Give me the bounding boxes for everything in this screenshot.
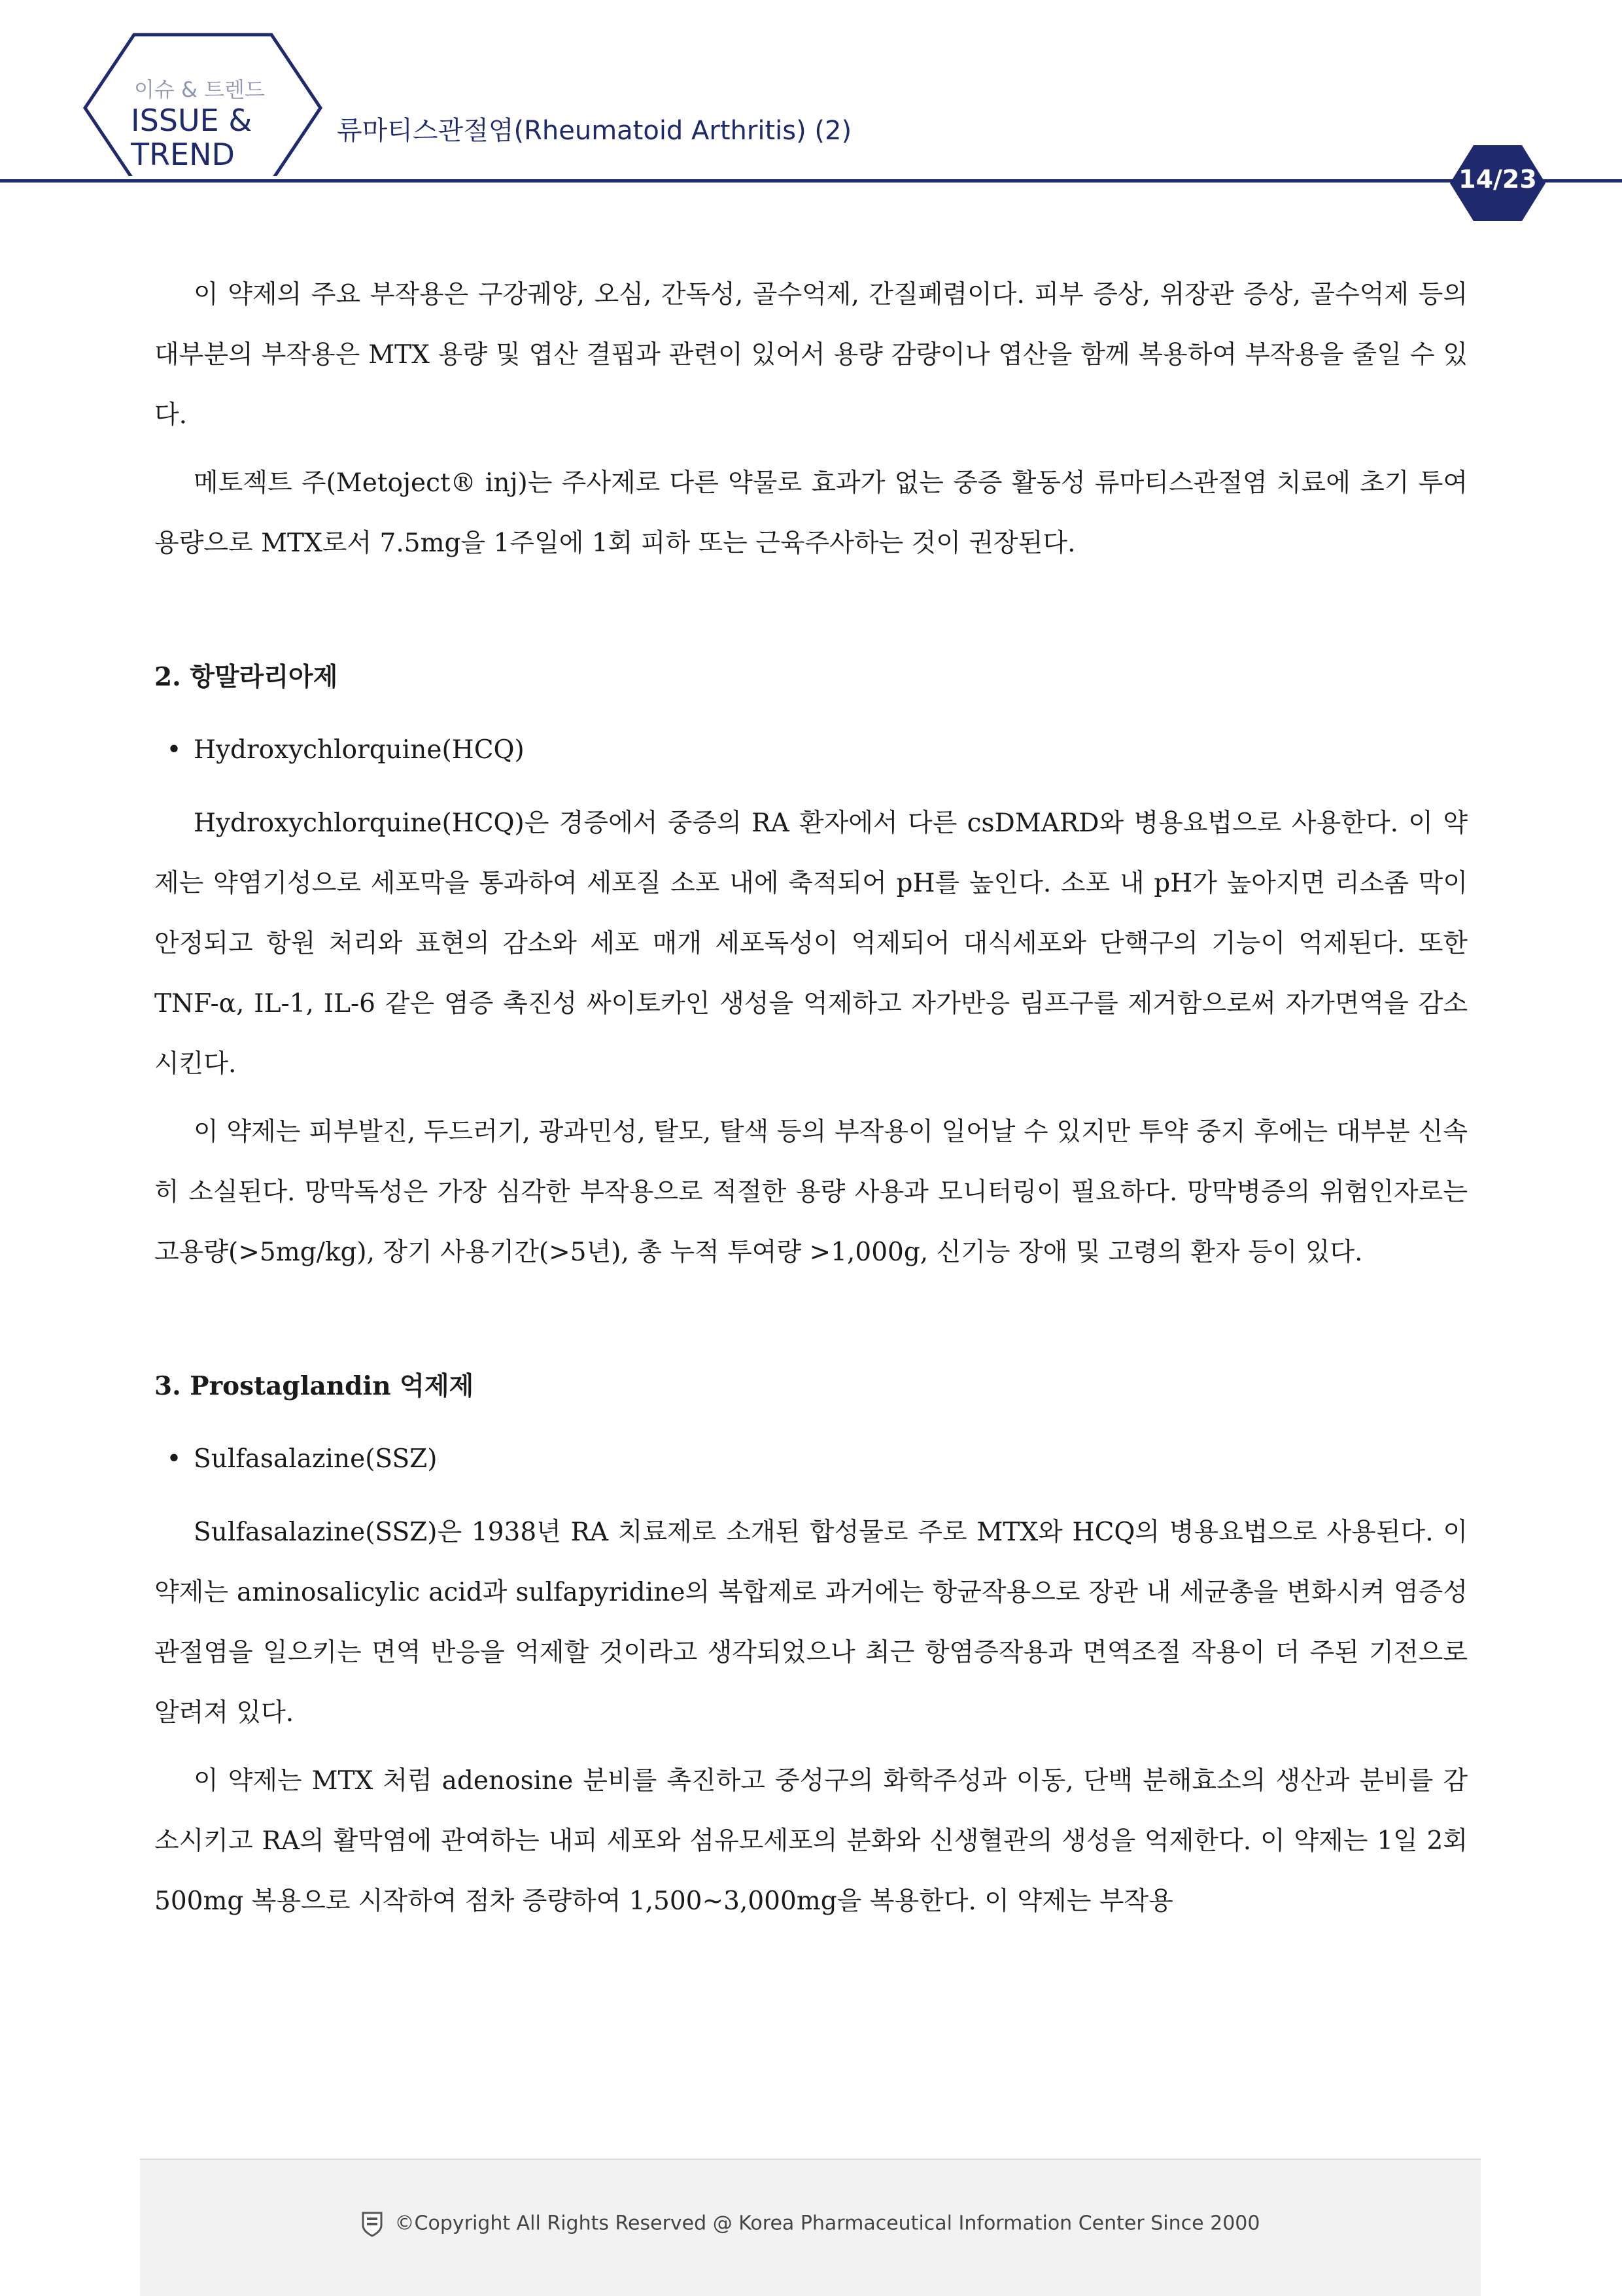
- paragraph-side-effects: 이 약제의 주요 부작용은 구강궤양, 오심, 간독성, 골수억제, 간질폐렴이다. 피부 증상, 위장관 증상, 골수억제 등의 대부분의 부작용은 MTX 용량 및 엽산 결핍과 관련이 있어서 용량 감량이나 엽산을 함께 복용하여 부작용을 줄일 수 있다.: [154, 280, 1468, 430]
- paragraph-ssz-intro: Sulfasalazine(SSZ)은 1938년 RA 치료제로 소개된 합성물로 주로 MTX와 HCQ의 병용요법으로 사용된다. 이 약제는 aminosalicylic acid과 sulfapyridine의 복합제로 과거에는 항균작용으로 장관 내 세균총을 변화시켜 염증성 관절염을 일으키는 면역 반응을 억제할 것이라고 생각되었으나 최근 항염증작용과 면역조절 작용이 더 주된 기전으로 알려져 있다.: [154, 1518, 1468, 1728]
- bullet-ssz: [154, 1429, 1468, 1489]
- paragraph-hcq-side-effects: 이 약제는 피부발진, 두드러기, 광과민성, 탈모, 탈색 등의 부작용이 일어날 수 있지만 투약 중지 후에는 대부분 신속히 소실된다. 망막독성은 가장 심각한 부작용으로 적절한 용량 사용과 모니터링이 필요하다. 망막병증의 위험인자로는 고용량(>5mg/kg), 장기 사용기간(>5년), 총 누적 투여량 >1,000g, 신기능 장애 및 고령의 환자 등이 있다.: [154, 1117, 1468, 1267]
- section-2-heading: 2. 항말라리아제: [154, 662, 338, 692]
- badge-line-1: ISSUE &: [131, 103, 252, 138]
- page-number: 14/23: [1458, 165, 1537, 194]
- bullet-hcq: [154, 720, 1468, 780]
- paragraph-ssz-mechanism: 이 약제는 MTX 처럼 adenosine 분비를 촉진하고 중성구의 화학주성과 이동, 단백 분해효소의 생산과 분비를 감소시키고 RA의 활막염에 관여하는 내피 세포와 섬유모세포의 분화와 신생혈관의 생성을 억제한다. 이 약제는 1일 2회 500mg 복용으로 시작하여 점차 증량하여 1,500~3,000mg을 복용한다. 이 약제는 부작용: [154, 1766, 1468, 1916]
- bullet-hcq-label: Hydroxychlorquine(HCQ): [194, 735, 525, 765]
- kpic-logo-icon: [361, 2211, 383, 2237]
- page-title: 류마티스관절염(Rheumatoid Arthritis) (2): [337, 116, 852, 146]
- paragraph-metoject: 메토젝트 주(Metoject® inj)는 주사제로 다른 약물로 효과가 없는 중증 활동성 류마티스관절염 치료에 초기 투여 용량으로 MTX로서 7.5mg을 1주일에 1회 피하 또는 근육주사하는 것이 권장된다.: [154, 468, 1468, 558]
- section-3-heading: 3. Prostaglandin 억제제: [154, 1371, 474, 1401]
- header-rule: [0, 179, 1622, 183]
- bullet-dot: •: [166, 1444, 182, 1474]
- footer: [140, 2159, 1481, 2296]
- copyright-text: ©Copyright All Rights Reserved @ Korea Pharmaceutical Information Center Since 2000: [394, 2212, 1260, 2235]
- badge-issue-trend: [131, 103, 252, 171]
- badge-line-2: TREND: [131, 137, 235, 172]
- bullet-ssz-label: Sulfasalazine(SSZ): [194, 1444, 438, 1474]
- paragraph-hcq-mechanism: Hydroxychlorquine(HCQ)은 경증에서 중증의 RA 환자에서 다른 csDMARD와 병용요법으로 사용한다. 이 약제는 약염기성으로 세포막을 통과하여 세포질 소포 내에 축적되어 pH를 높인다. 소포 내 pH가 높아지면 리소좀 막이 안정되고 항원 처리와 표현의 감소와 세포 매개 세포독성이 억제되어 대식세포와 단핵구의 기능이 억제된다. 또한 TNF-α, IL-1, IL-6 같은 염증 촉진성 싸이토카인 생성을 억제하고 자가반응 림프구를 제거함으로써 자가면역을 감소시킨다.: [154, 809, 1468, 1079]
- badge-issue-trend-korean: 이슈 & 트렌드: [134, 77, 265, 102]
- article-body: [154, 265, 1468, 1932]
- bullet-dot: •: [166, 735, 182, 765]
- footer-copyright-row: [140, 2211, 1481, 2237]
